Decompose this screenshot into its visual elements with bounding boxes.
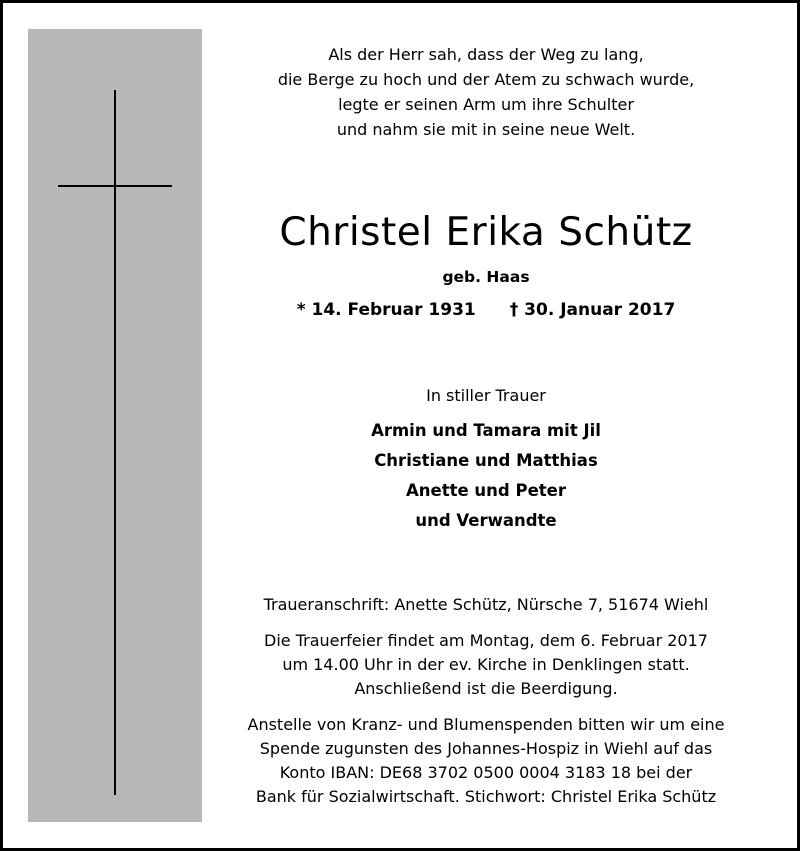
ceremony-line: um 14.00 Uhr in der ev. Kirche in Denklingen statt. [282, 655, 690, 674]
cross-vertical-bar [114, 90, 116, 795]
birth-name: geb. Haas [442, 268, 530, 286]
donation-line: Anstelle von Kranz- und Blumenspenden bitten wir um eine [247, 715, 725, 734]
family-member: Armin und Tamara mit Jil [371, 421, 601, 440]
family-member: Christiane und Matthias [374, 451, 598, 470]
donation-line: Konto IBAN: DE68 3702 0500 0004 3183 18 bei der [279, 763, 693, 782]
deceased-name: Christel Erika Schütz [279, 210, 693, 255]
poem-line: Als der Herr sah, dass der Weg zu lang, [328, 45, 644, 64]
poem-line: legte er seinen Arm um ihre Schulter [338, 95, 634, 114]
mourning-heading: In stiller Trauer [426, 386, 546, 405]
poem-line: und nahm sie mit in seine neue Welt. [336, 120, 636, 139]
donation-line: Spende zugunsten des Johannes-Hospiz in Wiehl auf das [259, 739, 713, 758]
donation-line: Bank für Sozialwirtschaft. Stichwort: Christel Erika Schütz [255, 787, 717, 806]
life-dates [202, 300, 770, 320]
ceremony-line: Die Trauerfeier findet am Montag, dem 6. Februar 2017 [264, 631, 708, 650]
death-date: † 30. Januar 2017 [509, 300, 676, 320]
poem-line: die Berge zu hoch und der Atem zu schwach wurde, [277, 70, 695, 89]
birth-date: * 14. Februar 1931 [296, 300, 476, 320]
family-member: Anette und Peter [406, 481, 566, 500]
mourning-address: Traueranschrift: Anette Schütz, Nürsche 7, 51674 Wiehl [263, 595, 709, 614]
family-member: und Verwandte [415, 511, 557, 530]
ceremony-line: Anschließend ist die Beerdigung. [354, 679, 618, 698]
notice-content [202, 0, 770, 851]
side-panel [28, 29, 202, 822]
cross-horizontal-bar [58, 185, 172, 187]
